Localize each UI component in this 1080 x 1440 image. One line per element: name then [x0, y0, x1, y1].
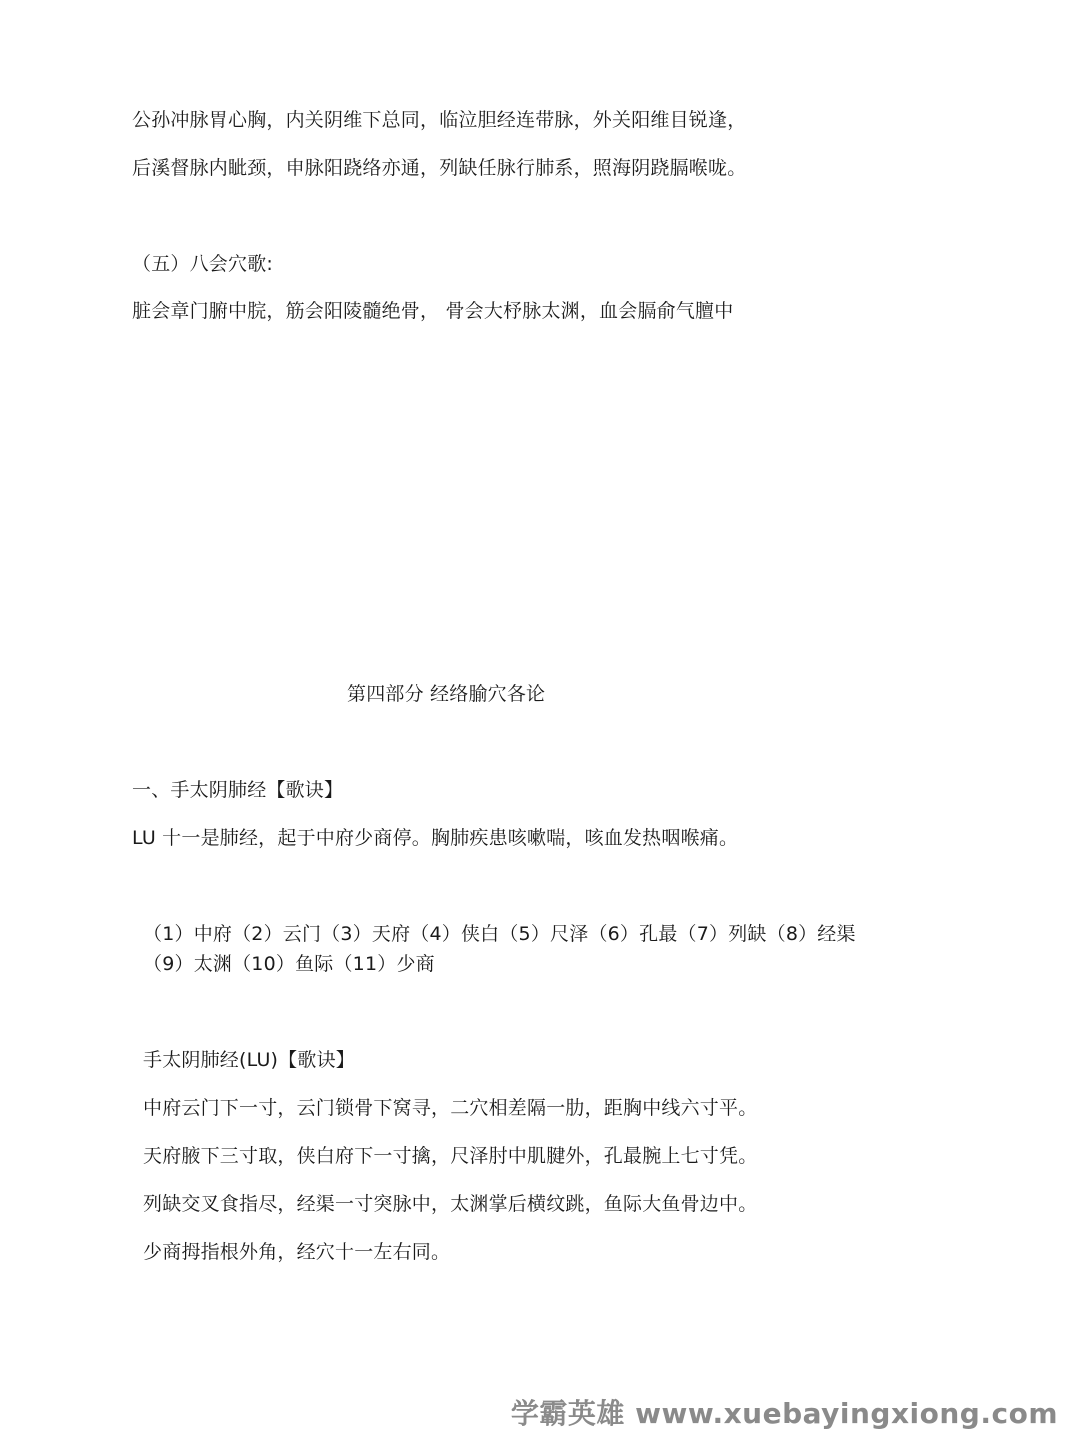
text-line: 公孙冲脉胃心胸，内关阴维下总同，临泣胆经连带脉，外关阳维目锐逢，	[132, 109, 747, 131]
section-heading: （五）八会穴歌:	[132, 253, 274, 275]
part-title: 第四部分 经络腧穴各论	[347, 683, 546, 705]
text-line: 后溪督脉内眦颈，申脉阳跷络亦通，列缺任脉行肺系，照海阴跷膈喉咙。	[132, 157, 747, 179]
points-list-line: （9）太渊（10）鱼际（11）少商	[143, 953, 435, 975]
watermark: 学霸英雄 www.xuebayingxiong.com	[510, 1397, 1058, 1430]
song-heading: 手太阴肺经(LU)【歌诀】	[143, 1049, 355, 1071]
song-line: 少商拇指根外角，经穴十一左右同。	[143, 1241, 451, 1263]
section-heading: 一、手太阴肺经【歌诀】	[132, 779, 344, 801]
song-line: 列缺交叉食指尽，经渠一寸突脉中，太渊掌后横纹跳，鱼际大鱼骨边中。	[143, 1193, 758, 1215]
text-line: 脏会章门腑中脘，筋会阳陵髓绝骨， 骨会大杼脉太渊，血会膈俞气膻中	[132, 300, 734, 322]
text-line: LU 十一是肺经，起于中府少商停。胸肺疾患咳嗽喘，咳血发热咽喉痛。	[132, 827, 739, 849]
song-line: 天府腋下三寸取，侠白府下一寸擒，尺泽肘中肌腱外，孔最腕上七寸凭。	[143, 1145, 758, 1167]
points-list-line: （1）中府（2）云门（3）天府（4）侠白（5）尺泽（6）孔最（7）列缺（8）经渠	[143, 923, 856, 945]
song-line: 中府云门下一寸，云门锁骨下窝寻，二穴相差隔一肋，距胸中线六寸平。	[143, 1097, 758, 1119]
